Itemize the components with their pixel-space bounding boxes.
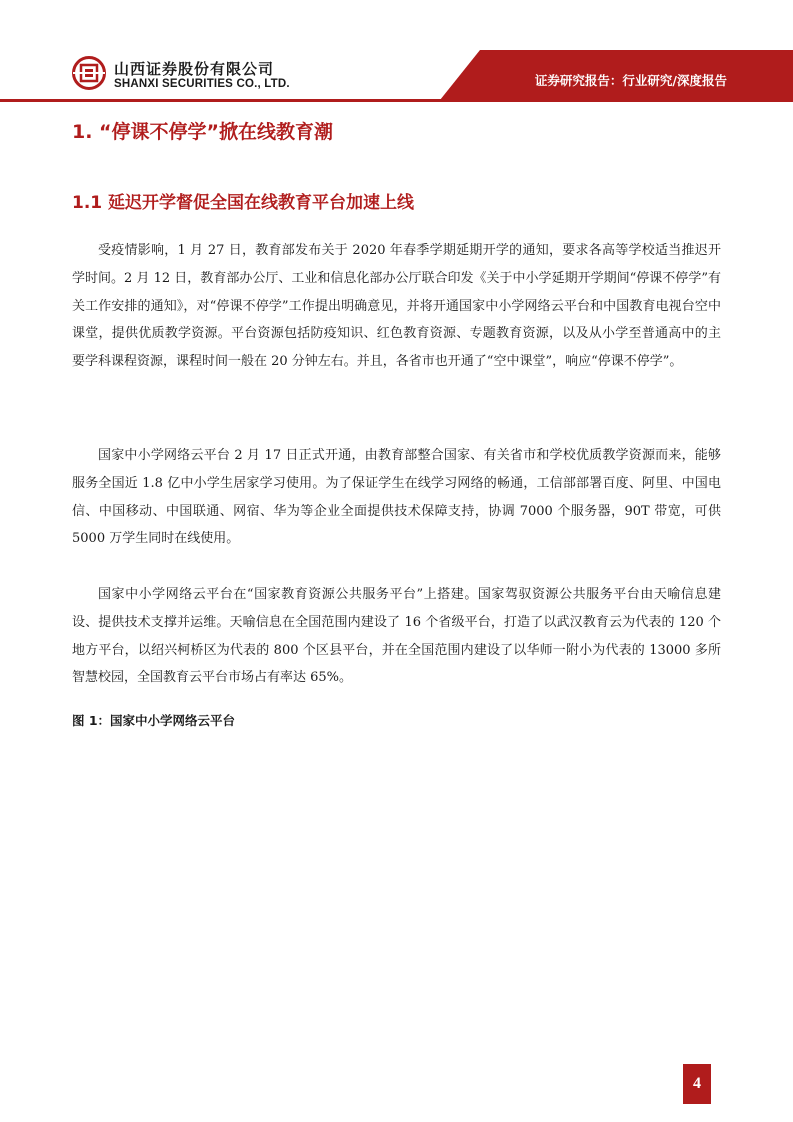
page-header (0, 0, 793, 105)
figure-caption: 图 1：国家中小学网络云平台 (72, 713, 236, 728)
report-type-label: 证券研究报告：行业研究/深度报告 (534, 73, 727, 88)
company-name-cn: 山西证券股份有限公司 (114, 60, 275, 78)
body-paragraph: 国家中小学网络云平台在“国家教育资源公共服务平台”上搭建。国家驾驭资源公共服务平台由天喻信息建设、提供技术支撑并运维。天喻信息在全国范围内建设了 16 个省级平台，打造了以武汉教育云为代表的 120 个地方平台，以绍兴柯桥区为代表的 800 个区县平台，并在全国范围内建设了以华师一附小为代表的 13000 多所智慧校园，全国教育云平台市场占有率达 65%。 (72, 587, 721, 686)
body-paragraph: 国家中小学网络云平台 2 月 17 日正式开通，由教育部整合国家、有关省市和学校优质教学资源而来，能够服务全国近 1.8 亿中小学生居家学习使用。为了保证学生在线学习网络的畅通，工信部部署百度、阿里、中国电信、中国移动、中国联通、网宿、华为等企业全面提供技术保障支持，协调 7000 个服务器，90T 带宽，可供 5000 万学生同时在线使用。 (72, 448, 721, 547)
page-number: 4 (683, 1064, 711, 1104)
subsection-title: 1.1 延迟开学督促全国在线教育平台加速上线 (72, 193, 415, 213)
body-paragraph: 受疫情影响，1 月 27 日，教育部发布关于 2020 年春季学期延期开学的通知，要求各高等学校适当推迟开学时间。2 月 12 日，教育部办公厅、工业和信息化部办公厅联合印发《关于中小学延期开学期间“停课不停学”有关工作安排的通知》，对“停课不停学”工作提出明确意见，并将开通国家中小学网络云平台和中国教育电视台空中课堂，提供优质教学资源。平台资源包括防疫知识、红色教育资源、专题教育资源，以及从小学至普通高中的主要学科课程资源，课程时间一般在 20 分钟左右。并且，各省市也开通了“空中课堂”，响应“停课不停学”。 (72, 243, 721, 370)
section-title: 1. “停课不停学”掀在线教育潮 (72, 121, 334, 143)
company-name-en: SHANXI SECURITIES CO., LTD. (114, 78, 290, 90)
